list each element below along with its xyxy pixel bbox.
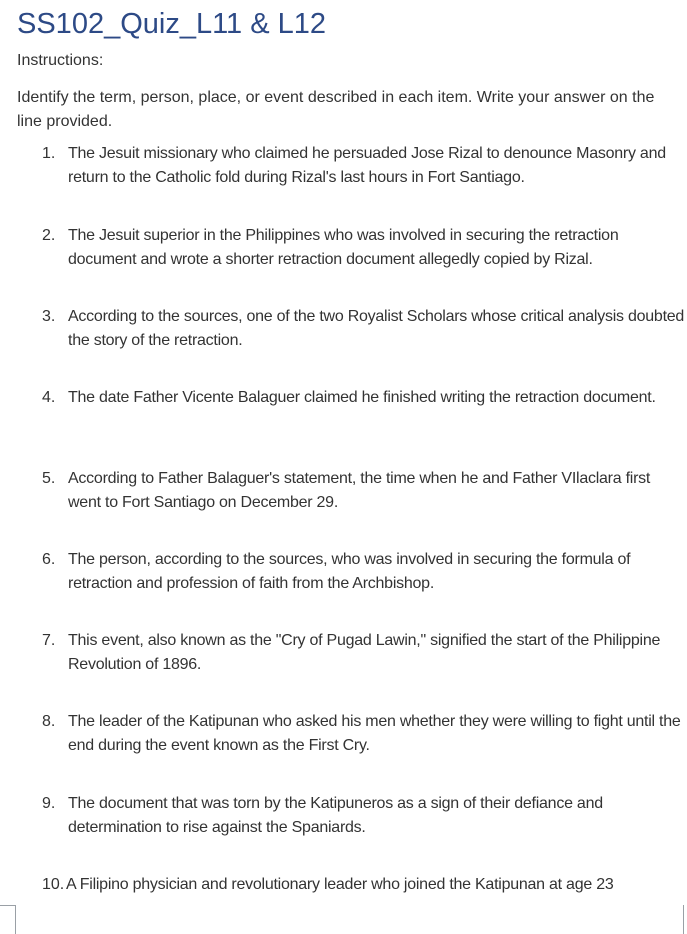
instructions-text: Identify the term, person, place, or event described in each item. Write your answer on the line provided.: [17, 89, 655, 130]
question-number: 8.: [42, 713, 56, 730]
question-number: 1.: [42, 145, 56, 162]
question-text: The Jesuit missionary who claimed he persuaded Jose Rizal to denounce Masonry and return to the Catholic fold during Rizal's last hours in Fort Santiago.: [68, 145, 666, 186]
question-text: According to the sources, one of the two Royalist Scholars whose critical analysis doubted the story of the retraction.: [68, 308, 685, 349]
question-text: The document that was torn by the Katipuneros as a sign of their defiance and determination to rise against the Spaniards.: [68, 795, 603, 836]
question-text: A Filipino physician and revolutionary leader who joined the Katipunan at age 23: [66, 876, 614, 893]
question-number: 2.: [42, 227, 56, 244]
question-number: 3.: [42, 308, 56, 325]
question-text: The leader of the Katipunan who asked his men whether they were willing to fight until the end during the event known as the First Cry.: [68, 713, 681, 754]
page-title: SS102_Quiz_L11 & L12: [17, 8, 327, 40]
page-edge-right: [683, 905, 687, 934]
question-text: The person, according to the sources, who was involved in securing the formula of retraction and profession of faith from the Archbishop.: [68, 551, 631, 592]
question-number: 7.: [42, 632, 56, 649]
page-edge-left: [0, 905, 16, 934]
question-text: According to Father Balaguer's statement, the time when he and Father VIlaclara first went to Fort Santiago on December 29.: [68, 470, 651, 511]
question-number: 5.: [42, 470, 56, 487]
question-number: 10.: [42, 876, 65, 893]
question-text: The Jesuit superior in the Philippines who was involved in securing the retraction document and wrote a shorter retraction document allegedly copied by Rizal.: [68, 227, 619, 268]
question-text: The date Father Vicente Balaguer claimed he finished writing the retraction document.: [68, 389, 656, 406]
question-number: 9.: [42, 795, 56, 812]
question-number: 4.: [42, 389, 56, 406]
question-number: 6.: [42, 551, 56, 568]
question-text: This event, also known as the "Cry of Pugad Lawin," signified the start of the Philippine Revolution of 1896.: [68, 632, 661, 673]
instructions-heading: Instructions:: [17, 52, 104, 69]
